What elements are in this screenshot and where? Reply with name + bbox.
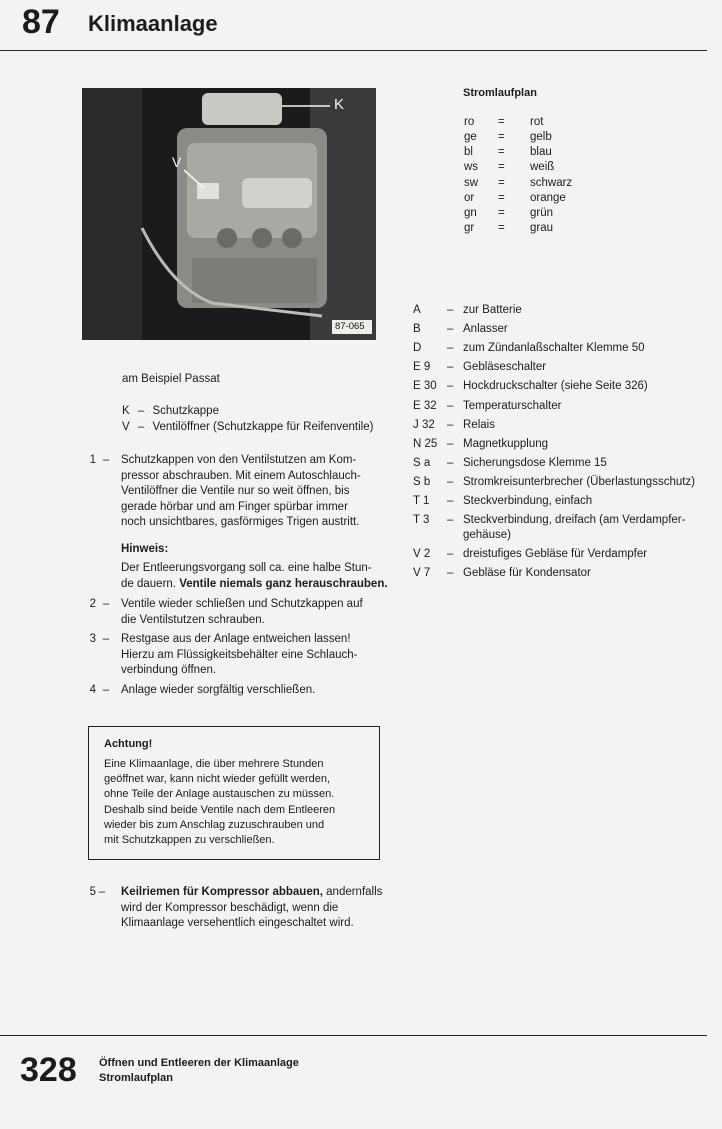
component-code: S b bbox=[413, 476, 431, 488]
photo-label-v: V bbox=[172, 154, 182, 170]
color-abbr: ws bbox=[464, 161, 479, 173]
color-code-list bbox=[464, 115, 584, 240]
component-desc: Gebläse für Kondensator bbox=[463, 567, 591, 579]
hinweis-text bbox=[121, 561, 388, 592]
component-dash: – bbox=[447, 323, 454, 335]
component-code: E 9 bbox=[413, 361, 431, 373]
component-code: V 7 bbox=[413, 567, 431, 579]
hinweis-title: Hinweis: bbox=[121, 543, 169, 555]
text-line: Ventilöffner die Ventile nur so weit öffnen, bis bbox=[121, 485, 350, 497]
warning-text: Ventile niemals ganz herauschrauben. bbox=[179, 577, 388, 590]
footer-rule bbox=[0, 1035, 707, 1036]
color-name: grau bbox=[530, 222, 554, 234]
component-desc: Hockdruckschalter (siehe Seite 326) bbox=[463, 380, 648, 392]
component-code: T 1 bbox=[413, 495, 430, 507]
text-line: Eine Klimaanlage, die über mehrere Stunden bbox=[104, 758, 324, 770]
component-desc: Steckverbindung, dreifach (am Verdampfer- bbox=[463, 514, 686, 526]
footer-title: Öffnen und Entleeren der Klimaanlage bbox=[99, 1057, 299, 1069]
legend-text: Schutzkappe bbox=[152, 405, 219, 417]
component-desc: Anlasser bbox=[463, 323, 508, 335]
component-desc-continued: gehäuse) bbox=[463, 529, 511, 541]
achtung-title: Achtung! bbox=[104, 738, 153, 750]
component-desc: Sicherungsdose Klemme 15 bbox=[463, 457, 607, 469]
legend-text: Ventilöffner (Schutzkappe für Reifenventile) bbox=[152, 421, 374, 433]
stromlaufplan-title: Stromlaufplan bbox=[463, 87, 537, 99]
component-dash: – bbox=[447, 342, 454, 354]
text-line: verbindung öffnen. bbox=[121, 664, 217, 676]
text-span: de dauern. bbox=[121, 577, 180, 590]
component-code: E 30 bbox=[413, 380, 437, 392]
step-3-text bbox=[121, 632, 358, 679]
legend-dash: – bbox=[137, 405, 145, 417]
color-name: orange bbox=[530, 192, 566, 204]
equals-sign: = bbox=[498, 146, 505, 158]
equals-sign: = bbox=[498, 116, 505, 128]
component-dash: – bbox=[447, 476, 454, 488]
legend-key: V bbox=[122, 421, 130, 433]
text-line: Klimaanlage versehentlich eingeschaltet wird. bbox=[121, 917, 354, 929]
color-name: gelb bbox=[530, 131, 552, 143]
step-2-text bbox=[121, 597, 363, 628]
step-3-dash: – bbox=[102, 633, 110, 645]
text-line: Deshalb sind beide Ventile nach dem Entleeren bbox=[104, 803, 336, 816]
color-name: rot bbox=[530, 116, 544, 128]
component-code: S a bbox=[413, 457, 431, 469]
color-abbr: bl bbox=[464, 146, 473, 158]
photo-legend-k bbox=[122, 404, 219, 420]
text-line: geöffnet war, kann nicht wieder gefüllt werden, bbox=[104, 773, 331, 786]
text-line bbox=[121, 885, 382, 901]
component-dash: – bbox=[447, 457, 454, 469]
component-desc: dreistufiges Gebläse für Verdampfer bbox=[463, 548, 648, 560]
color-name: blau bbox=[530, 146, 552, 158]
step-4-dash: – bbox=[102, 684, 110, 696]
header-rule bbox=[0, 50, 707, 51]
step-5-dash: – bbox=[98, 886, 106, 898]
component-code: N 25 bbox=[413, 438, 438, 450]
text-line: wieder bis zum Anschlag zuzuschrauben und bbox=[104, 818, 325, 831]
component-code: J 32 bbox=[413, 419, 435, 431]
legend-dash: – bbox=[137, 421, 145, 433]
component-dash: – bbox=[447, 380, 454, 392]
step-1-number: 1 bbox=[89, 454, 96, 466]
text-line: noch unsichtbares, gasförmiges Trigen austritt. bbox=[121, 516, 360, 528]
component-desc: Stromkreisunterbrecher (Überlastungsschutz) bbox=[463, 476, 696, 488]
text-line: Schutzkappen von den Ventilstutzen am Kom- bbox=[121, 454, 357, 466]
equals-sign: = bbox=[498, 131, 505, 143]
compressor-photo bbox=[82, 88, 376, 340]
step-5-number: 5 bbox=[89, 886, 96, 898]
component-dash: – bbox=[447, 304, 454, 316]
component-dash: – bbox=[447, 514, 454, 526]
equals-sign: = bbox=[498, 222, 505, 234]
footer-subtitle: Stromlaufplan bbox=[99, 1072, 173, 1084]
component-desc: Gebläseschalter bbox=[463, 361, 547, 373]
component-legend bbox=[413, 303, 713, 593]
text-line: Hierzu am Flüssigkeitsbehälter eine Schlauch- bbox=[121, 648, 358, 661]
color-abbr: gr bbox=[464, 222, 475, 234]
step-4-number: 4 bbox=[89, 684, 96, 696]
text-line: Ventile wieder schließen und Schutzkappen auf bbox=[121, 598, 363, 610]
component-code: D bbox=[413, 342, 422, 354]
legend-key: K bbox=[122, 405, 130, 417]
emphasis: Keilriemen für Kompressor abbauen, bbox=[121, 886, 323, 898]
photo-code: 87-065 bbox=[335, 321, 365, 332]
text-line: die Ventilstutzen schrauben. bbox=[121, 613, 265, 626]
color-abbr: ro bbox=[464, 116, 475, 128]
component-code: V 2 bbox=[413, 548, 431, 560]
component-code: B bbox=[413, 323, 421, 335]
step-4-text: Anlage wieder sorgfältig verschließen. bbox=[121, 684, 316, 696]
equals-sign: = bbox=[498, 177, 505, 189]
text-line: wird der Kompressor beschädigt, wenn die bbox=[121, 901, 339, 914]
equals-sign: = bbox=[498, 192, 505, 204]
achtung-box bbox=[88, 726, 380, 860]
text-span: andernfalls bbox=[322, 886, 383, 898]
color-name: schwarz bbox=[530, 177, 573, 189]
component-desc: Steckverbindung, einfach bbox=[463, 495, 593, 507]
chapter-title: Klimaanlage bbox=[88, 11, 218, 36]
photo-label-k: K bbox=[334, 96, 345, 113]
step-1-text bbox=[121, 453, 361, 531]
component-code: T 3 bbox=[413, 514, 430, 526]
component-code: E 32 bbox=[413, 400, 437, 412]
component-desc: Relais bbox=[463, 419, 495, 431]
equals-sign: = bbox=[498, 161, 505, 173]
text-line: gerade hörbar und am Finger spürbar immer bbox=[121, 500, 348, 513]
step-2-number: 2 bbox=[89, 598, 96, 610]
component-desc: zum Zündanlaßschalter Klemme 50 bbox=[463, 342, 645, 354]
color-abbr: sw bbox=[464, 177, 479, 189]
component-dash: – bbox=[447, 438, 454, 450]
component-desc: Temperaturschalter bbox=[463, 400, 562, 412]
component-desc: Magnetkupplung bbox=[463, 438, 549, 450]
step-5-text bbox=[121, 885, 382, 932]
color-name: grün bbox=[530, 207, 554, 219]
achtung-text bbox=[104, 757, 335, 848]
color-abbr: or bbox=[464, 192, 475, 204]
color-abbr: gn bbox=[464, 207, 477, 219]
page-number: 328 bbox=[20, 1051, 77, 1089]
photo-legend-v bbox=[122, 420, 373, 436]
text-line: Der Entleerungsvorgang soll ca. eine halbe Stun- bbox=[121, 562, 372, 574]
color-abbr: ge bbox=[464, 131, 477, 143]
component-dash: – bbox=[447, 361, 454, 373]
component-dash: – bbox=[447, 400, 454, 412]
component-code: A bbox=[413, 304, 421, 316]
text-line bbox=[121, 577, 388, 593]
text-line: pressor abschrauben. Mit einem Autoschlauch- bbox=[121, 469, 361, 482]
equals-sign: = bbox=[498, 207, 505, 219]
step-3-number: 3 bbox=[89, 633, 96, 645]
component-dash: – bbox=[447, 495, 454, 507]
component-dash: – bbox=[447, 548, 454, 560]
step-1-dash: – bbox=[102, 454, 110, 466]
text-line: ohne Teile der Anlage austauschen zu müssen. bbox=[104, 788, 335, 801]
component-desc: zur Batterie bbox=[463, 304, 522, 316]
chapter-number: 87 bbox=[22, 3, 60, 41]
photo-caption: am Beispiel Passat bbox=[122, 373, 220, 385]
text-line: mit Schutzkappen zu verschließen. bbox=[104, 834, 275, 847]
step-2-dash: – bbox=[102, 598, 110, 610]
color-name: weiß bbox=[530, 161, 555, 173]
component-dash: – bbox=[447, 419, 454, 431]
text-line: Restgase aus der Anlage entweichen lassen! bbox=[121, 633, 351, 645]
component-dash: – bbox=[447, 567, 454, 579]
